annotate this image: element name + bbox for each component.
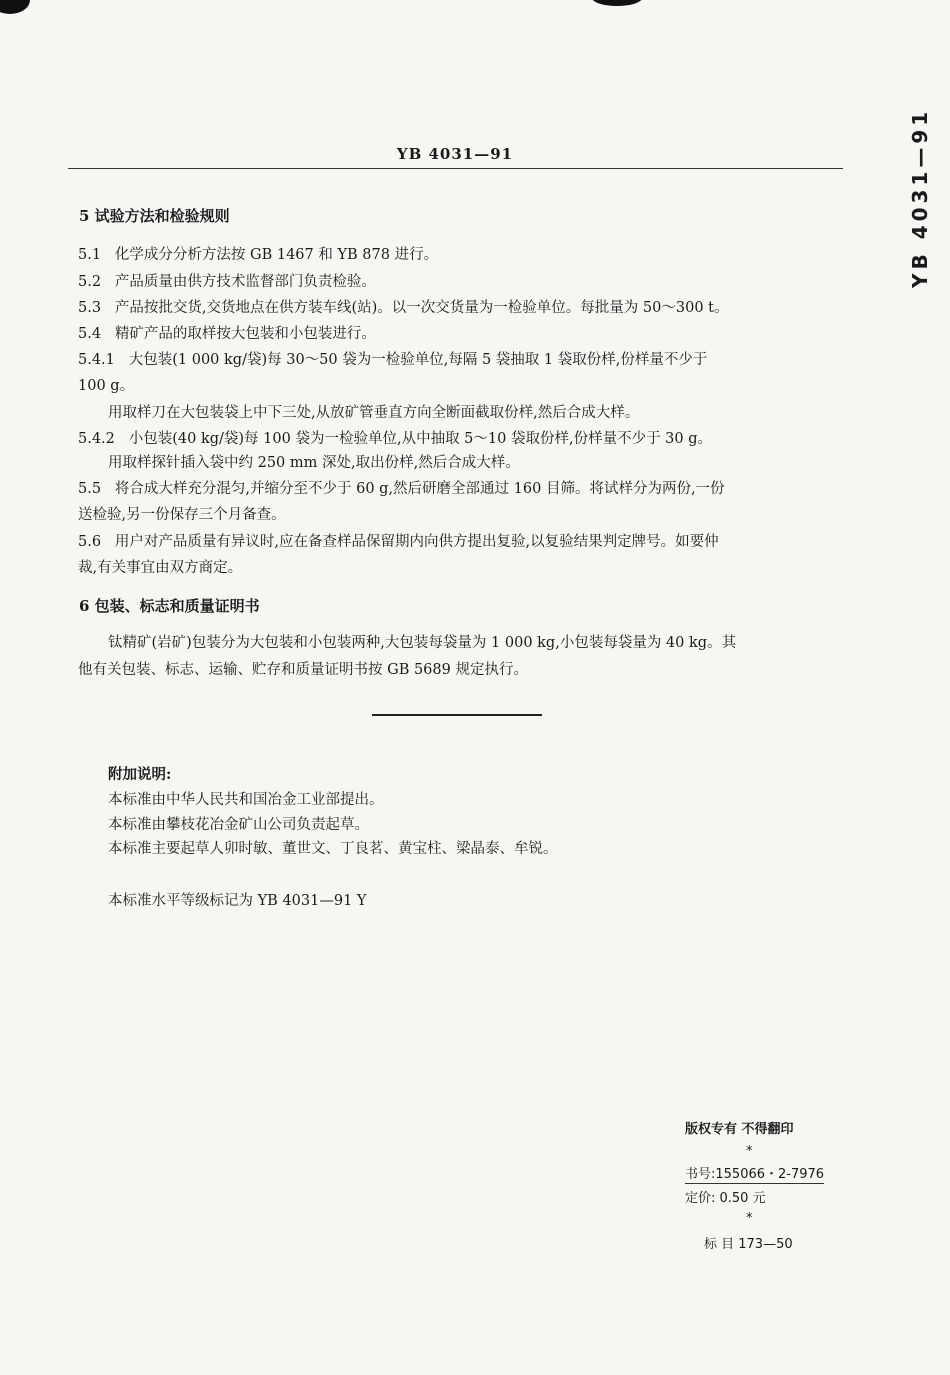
clause-text: 产品质量由供方技术监督部门负责检验。 xyxy=(114,274,376,290)
clause-5-4-1-cont: 100 g。 xyxy=(78,378,135,394)
clause-number: 5.4.1 xyxy=(78,352,115,368)
book-number: 书号:155066・2-7976 xyxy=(685,1163,824,1184)
price: 定价: 0.50 元 xyxy=(685,1191,766,1206)
notes-line-3: 本标准主要起草人卯时敏、董世文、丁良茗、黄宝柱、梁晶泰、牟锐。 xyxy=(108,841,558,857)
copyright-notice: 版权专有 不得翻印 xyxy=(685,1122,794,1137)
clause-5-1 xyxy=(78,243,438,264)
clause-5-5 xyxy=(78,477,725,498)
notes-title: 附加说明: xyxy=(108,766,172,783)
colophon-star-2: * xyxy=(746,1211,753,1226)
clause-5-4-2-para: 用取样探针插入袋中约 250 mm 深处,取出份样,然后合成大样。 xyxy=(108,455,520,471)
catalog-number: 标 目 173—50 xyxy=(704,1237,793,1252)
clause-number: 5.5 xyxy=(78,481,102,497)
section-6-line-1: 钛精矿(岩矿)包装分为大包装和小包装两种,大包装每袋量为 1 000 kg,小包装每袋量为 40 kg。其 xyxy=(108,635,737,651)
clause-5-6 xyxy=(78,530,719,551)
clause-number: 5.6 xyxy=(78,534,102,550)
clause-5-4-1 xyxy=(78,348,707,369)
clause-text: 用户对产品质量有异议时,应在备查样品保留期内向供方提出复验,以复验结果判定牌号。如要仲 xyxy=(114,534,719,550)
clause-number: 5.1 xyxy=(78,247,102,263)
clause-number: 5.4 xyxy=(78,326,102,342)
header-rule xyxy=(68,168,843,169)
clause-text: 小包装(40 kg/袋)每 100 袋为一检验单位,从中抽取 5～10 袋取份样,份样量不少于 30 g。 xyxy=(128,431,713,447)
clause-number: 5.3 xyxy=(78,300,102,316)
clause-number: 5.2 xyxy=(78,274,102,290)
clause-5-4-2 xyxy=(78,427,712,448)
clause-5-5-cont: 送检验,另一份保存三个月备查。 xyxy=(78,507,286,523)
clause-5-2 xyxy=(78,270,376,291)
clause-5-6-cont: 裁,有关事宜由双方商定。 xyxy=(78,560,243,576)
clause-number: 5.4.2 xyxy=(78,431,115,447)
scan-blot-center xyxy=(592,0,642,6)
side-standard-code: YB 4031—91 xyxy=(908,107,932,288)
clause-5-3 xyxy=(78,296,728,317)
clause-text: 大包装(1 000 kg/袋)每 30～50 袋为一检验单位,每隔 5 袋抽取 1 袋取份样,份样量不少于 xyxy=(128,352,708,368)
colophon-star-1: * xyxy=(746,1144,753,1159)
clause-5-4-1-para: 用取样刀在大包装袋上中下三处,从放矿管垂直方向全断面截取份样,然后合成大样。 xyxy=(108,405,640,421)
clause-text: 将合成大样充分混匀,并缩分至不少于 60 g,然后研磨全部通过 160 目筛。将试样分为两份,一份 xyxy=(114,481,725,497)
clause-text: 化学成分分析方法按 GB 1467 和 YB 878 进行。 xyxy=(114,247,439,263)
section-6-heading: 6 包装、标志和质量证明书 xyxy=(79,597,260,615)
section-5-heading: 5 试验方法和检验规则 xyxy=(79,207,230,225)
section-6-line-2: 他有关包装、标志、运输、贮存和质量证明书按 GB 5689 规定执行。 xyxy=(78,662,528,678)
scan-blot-left xyxy=(0,0,30,14)
notes-line-2: 本标准由攀枝花冶金矿山公司负责起草。 xyxy=(108,817,369,833)
clause-text: 精矿产品的取样按大包装和小包装进行。 xyxy=(114,326,376,342)
level-mark: 本标准水平等级标记为 YB 4031—91 Y xyxy=(108,893,367,909)
clause-text: 产品按批交货,交货地点在供方装车线(站)。以一次交货量为一检验单位。每批量为 50～300 t。 xyxy=(114,300,729,316)
end-rule xyxy=(372,714,542,716)
clause-5-4 xyxy=(78,322,376,343)
notes-line-1: 本标准由中华人民共和国冶金工业部提出。 xyxy=(108,792,384,808)
running-header: YB 4031—91 xyxy=(396,145,514,163)
